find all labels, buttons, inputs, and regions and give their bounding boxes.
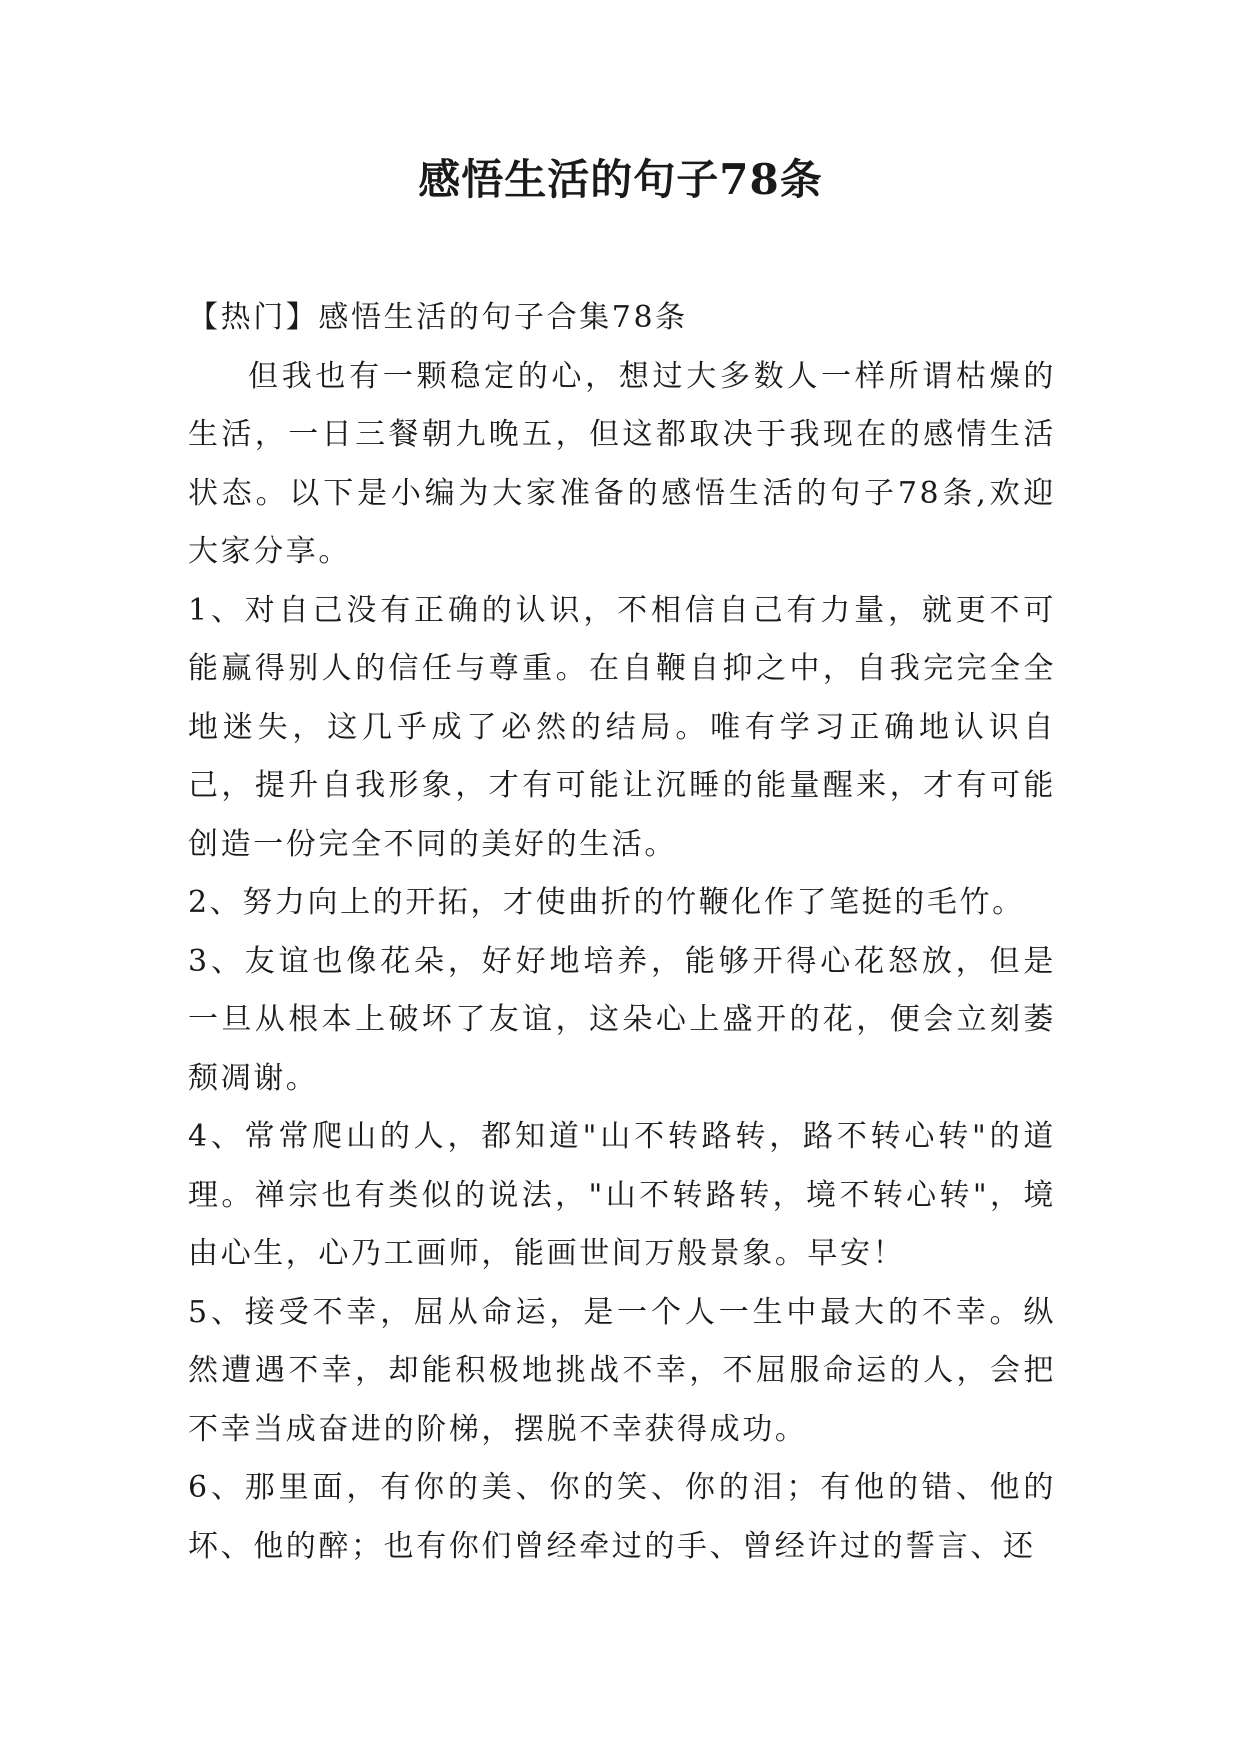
- list-item: 6、那里面，有你的美、你的笑、你的泪；有他的错、他的坏、他的醉；也有你们曾经牵过的手、曾经许过的誓言、还: [188, 1470, 1056, 1564]
- list-item: 5、接受不幸，屈从命运，是一个人一生中最大的不幸。纵然遭遇不幸，却能积极地挑战不幸，不屈服命运的人，会把不幸当成奋进的阶梯，摆脱不幸获得成功。: [188, 1294, 1056, 1447]
- list-item: 3、友谊也像花朵，好好地培养，能够开得心花怒放，但是一旦从根本上破坏了友谊，这朵心上盛开的花，便会立刻萎颓凋谢。: [188, 943, 1056, 1096]
- list-item: 4、常常爬山的人，都知道"山不转路转，路不转心转"的道理。禅宗也有类似的说法，"山不转路转，境不转心转"，境由心生，心乃工画师，能画世间万般景象。早安！: [188, 1119, 1056, 1271]
- list-item: 2、努力向上的开拓，才使曲折的竹鞭化作了笔挺的毛竹。: [188, 885, 1025, 920]
- list-item: 1、对自己没有正确的认识，不相信自己有力量，就更不可能赢得别人的信任与尊重。在自鞭自抑之中，自我完完全全地迷失，这几乎成了必然的结局。唯有学习正确地认识自己，提升自我形象，才有可能让沉睡的能量醒来，才有可能创造一份完全不同的美好的生活。: [188, 592, 1056, 862]
- intro-paragraph: 但我也有一颗稳定的心，想过大多数人一样所谓枯燥的生活，一日三餐朝九晚五，但这都取决于我现在的感情生活状态。以下是小编为大家准备的感悟生活的句子78条,欢迎大家分享。: [188, 358, 1056, 569]
- document-subtitle: 【热门】感悟生活的句子合集78条: [188, 300, 688, 335]
- document-body: [188, 289, 1056, 1576]
- document-title: 感悟生活的句子78条: [418, 155, 823, 204]
